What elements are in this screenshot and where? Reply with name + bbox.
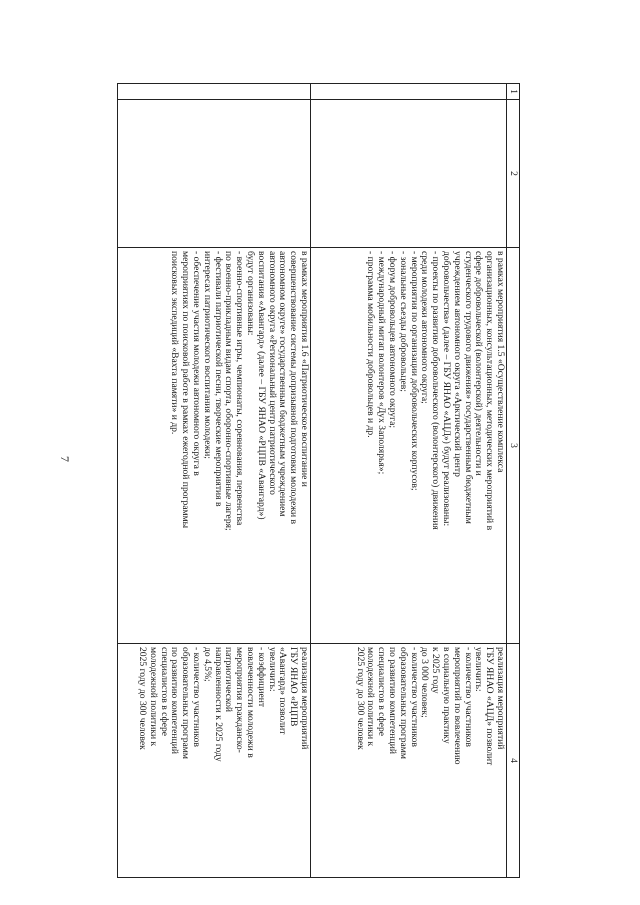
text-line: реализация мероприятий <box>495 647 506 750</box>
text-line: - количество участников <box>408 647 420 747</box>
text-line: в социальную практику <box>441 647 453 744</box>
text-line: мероприятия гражданско- <box>234 647 246 753</box>
text-line: - программа мобильности добровольцев и др. <box>365 251 377 438</box>
text-line: до 3 000 человек; <box>419 647 431 718</box>
text-line: в рамках мероприятия 1.6 «Патриотическое воспитание и <box>299 251 310 487</box>
text-line: по развитию компетенций <box>387 647 399 754</box>
text-line: «Авангард» позволит <box>277 647 289 735</box>
text-line: - мероприятия по организации добровольческих корпусов; <box>408 251 420 491</box>
text-line: по военно-прикладным видам спорта, оборонно-спортивные лагеря; <box>223 251 235 531</box>
text-line: - коэффициент <box>255 647 267 708</box>
program-table <box>117 83 520 878</box>
row2-result-cell <box>118 644 311 878</box>
text-line: молодежной политики к <box>365 647 377 747</box>
row2-activity-cell <box>118 248 311 644</box>
text-line: 2025 году до 300 человек <box>354 647 366 750</box>
table-row <box>311 84 507 878</box>
text-line: к 2025 году <box>430 647 442 694</box>
header-cell-2: 2 <box>507 100 520 248</box>
text-line: студенческого трудового движения» государственным бюджетным <box>462 251 474 524</box>
table-row <box>118 84 311 878</box>
text-line: учреждением автономного округа «Арктический центр <box>451 251 463 477</box>
text-line: молодежной политики к <box>147 647 159 747</box>
text-line: мероприятий по вовлечению <box>451 647 463 765</box>
text-line: - зональные съезды добровольцев; <box>397 251 409 392</box>
page-number: 7 <box>58 456 72 462</box>
text-line: - форум добровольцев автономного округа; <box>387 251 399 429</box>
text-line: мероприятиях по поисковой работе в рамках ежегодной программы <box>180 251 192 529</box>
text-line: добровольчества» (далее – ГБУ ЯНАО «АЦД») будут реализованы: <box>441 251 453 527</box>
header-cell-4: 4 <box>507 644 520 878</box>
header-cell-3: 3 <box>507 248 520 644</box>
text-line: 2025 году до 300 человек <box>137 647 149 750</box>
text-line: поисковых экспедиций «Вахта памяти» и др. <box>169 251 181 435</box>
text-line: ГБУ ЯНАО «РЦПВ <box>288 647 300 727</box>
text-line: воспитания «Авангард» (далее – ГБУ ЯНАО «РЦПВ «Авангард») <box>255 251 267 520</box>
row2-col2-cell <box>118 100 311 248</box>
text-line: специалистов в сфере <box>158 647 170 737</box>
text-line: увеличить: <box>266 647 278 692</box>
row1-col2-cell <box>311 100 507 248</box>
header-cell-1: 1 <box>507 84 520 100</box>
text-line: - военно-спортивные игры, чемпионаты, соревнования, первенства <box>234 251 246 526</box>
text-line: - количество участников <box>462 647 474 747</box>
text-line: ГБУ ЯНАО «АЦД» позволит <box>484 647 496 766</box>
text-line: - проекты по развитию добровольческого (волонтерского) движения <box>430 251 442 530</box>
text-line: будут организованы: <box>245 251 257 336</box>
text-line: увеличить: <box>473 647 485 692</box>
text-line: среди молодежи автономного округа; <box>419 251 431 404</box>
text-line: до 4,5%; <box>201 647 213 682</box>
text-line: - обеспечение участия молодежи автономного округа в <box>191 251 203 476</box>
text-line: образовательных программ <box>397 647 409 759</box>
text-line: - количество участников <box>191 647 203 747</box>
text-line: автономного округа «Региональный центр патриотического <box>266 251 278 495</box>
row1-col1-cell <box>311 84 507 100</box>
text-line: вовлеченности молодежи в <box>245 647 257 758</box>
text-line: организационных, консультационных, методических мероприятий в <box>484 251 496 531</box>
row1-activity-cell <box>311 248 507 644</box>
text-line: направленности к 2025 году <box>212 647 224 762</box>
text-line: - международный митап волонтеров «Дух Заполярья»; <box>376 251 388 475</box>
text-line: - фестивали патриотической песни, творческие мероприятия в <box>212 251 224 507</box>
row1-result-cell <box>311 644 507 878</box>
text-line: сфере добровольческой (волонтерской) деятельности и <box>473 251 485 476</box>
text-line: интересах патриотического воспитания молодежи; <box>201 251 213 459</box>
text-line: реализация мероприятий <box>299 647 310 750</box>
header-row <box>507 84 520 878</box>
text-line: совершенствование системы допризывной подготовки молодежи в <box>288 251 300 525</box>
text-line: специалистов в сфере <box>376 647 388 737</box>
text-line: автономном округе» государственным бюджетным учреждением <box>277 251 289 517</box>
text-line: патриотической <box>223 647 235 713</box>
text-line: по развитию компетенций <box>169 647 181 754</box>
row2-col1-cell <box>118 84 311 100</box>
text-line: образовательных программ <box>180 647 192 759</box>
rotated-table-container <box>117 83 520 877</box>
text-line: в рамках мероприятия 1.5 «Осуществление комплекса <box>495 251 506 473</box>
